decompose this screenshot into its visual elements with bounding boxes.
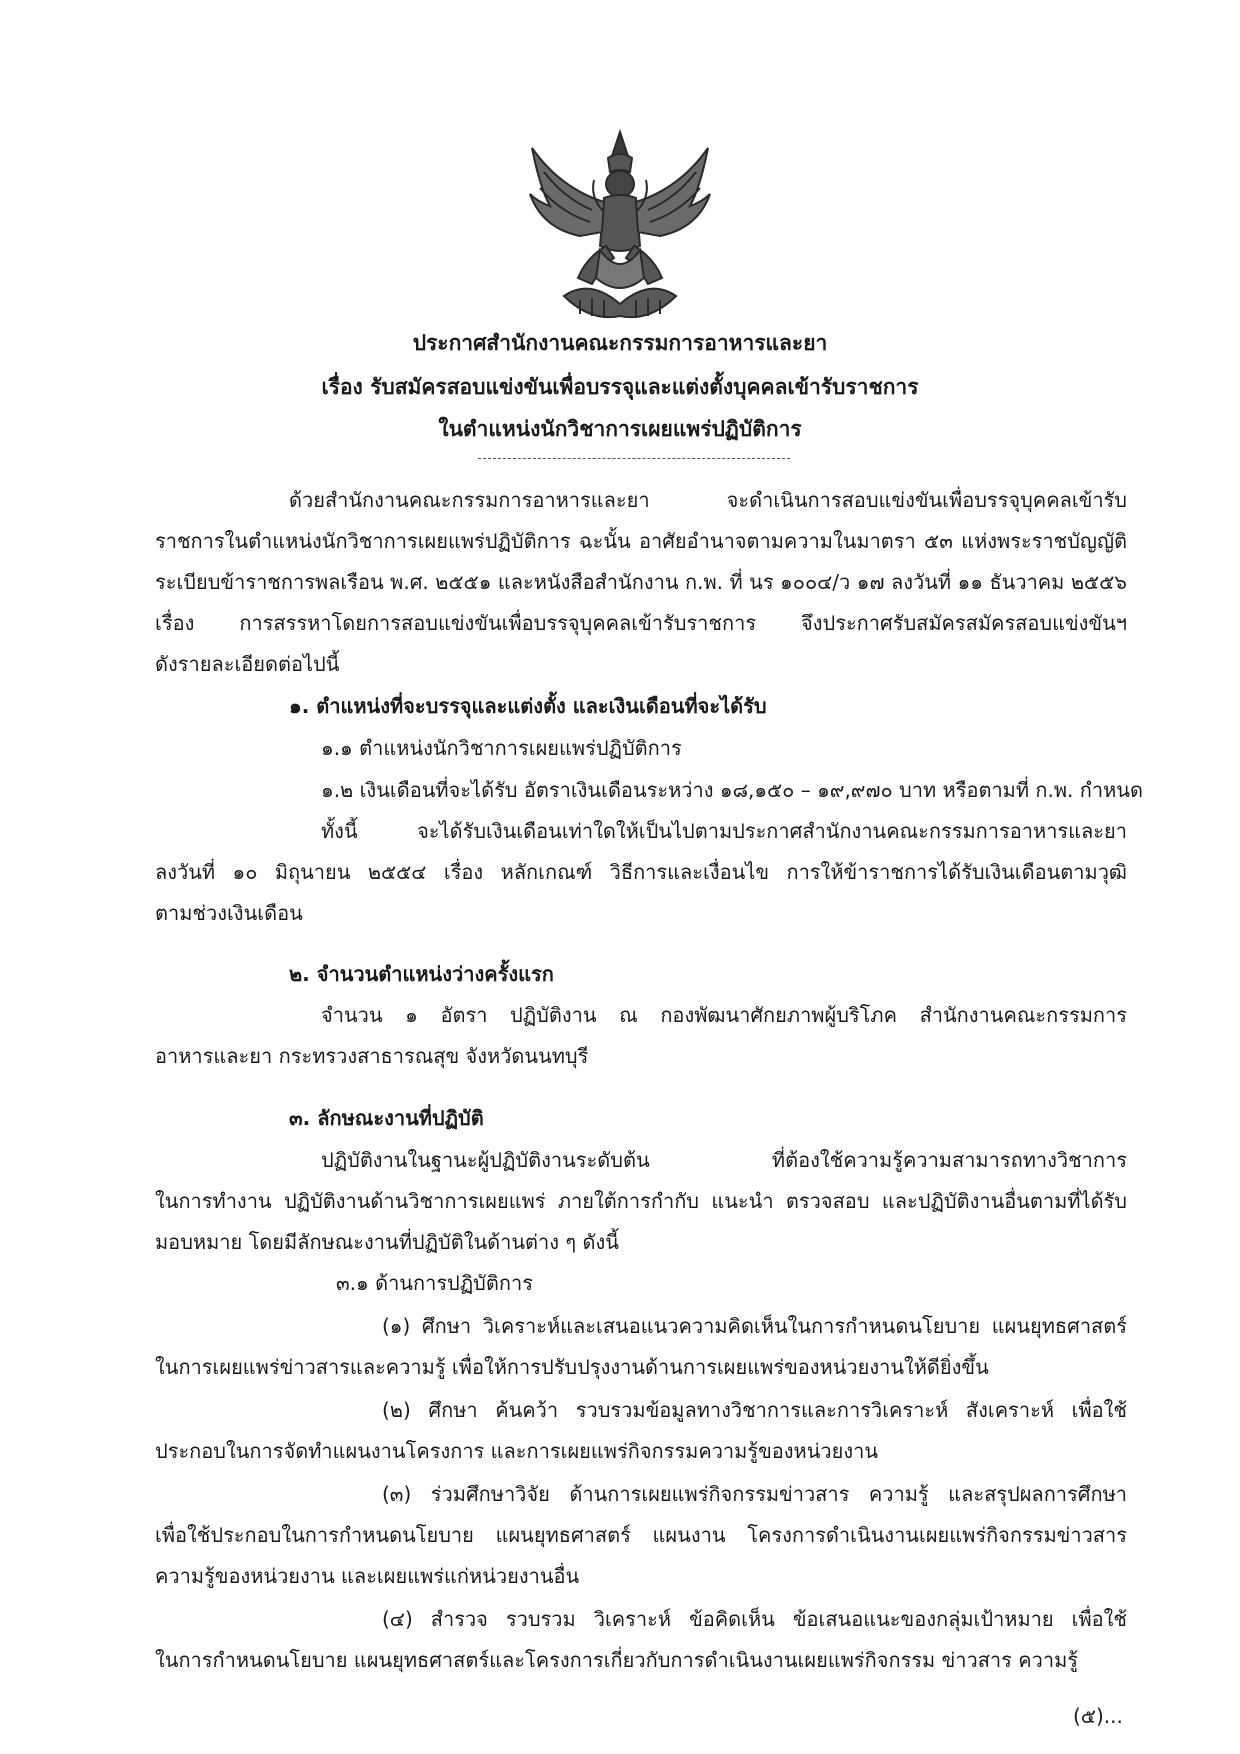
section-3-heading: ๓. ลักษณะงานที่ปฏิบัติ	[289, 1106, 484, 1130]
section-1-note-line-1: ทั้งนี้ จะได้รับเงินเดือนเท่าใดให้เป็นไปตามประกาศสำนักงานคณะกรรมการอาหารและยา	[321, 819, 1127, 843]
section-3-body-line-3: มอบหมาย โดยมีลักษณะงานที่ปฏิบัติในด้านต่าง ๆ ดังนี้	[155, 1230, 619, 1254]
section-3-sub-heading: ๓.๑ ด้านการปฏิบัติการ	[336, 1271, 533, 1295]
intro-line-3: ระเบียบข้าราชการพลเรือน พ.ศ. ๒๕๕๑ และหนังสือสำนักงาน ก.พ. ที่ นร ๑๐๐๔/ว ๑๗ ลงวันที่ ๑๑ ธันวาคม ๒๕๕๖	[155, 570, 1127, 594]
section-1-item-2: ๑.๒ เงินเดือนที่จะได้รับ อัตราเงินเดือนระหว่าง ๑๘,๑๕๐ – ๑๙,๙๗๐ บาท หรือตามที่ ก.พ. กำหนด	[321, 778, 1143, 802]
item-2-line-2: ประกอบในการจัดทำแผนงานโครงการ และการเผยแพร่กิจกรรมความรู้ของหน่วยงาน	[155, 1439, 879, 1463]
garuda-emblem-icon	[520, 128, 720, 323]
intro-line-4: เรื่อง การสรรหาโดยการสอบแข่งขันเพื่อบรรจุบุคคลเข้ารับราชการ จึงประกาศรับสมัครสมัครสอบแข่งขันฯ	[155, 611, 1127, 635]
title-line-2: เรื่อง รับสมัครสอบแข่งขันเพื่อบรรจุและแต่งตั้งบุคคลเข้ารับราชการ	[321, 375, 919, 399]
section-2-body-line-1: จำนวน ๑ อัตรา ปฏิบัติงาน ณ กองพัฒนาศักยภาพผู้บริโภค สำนักงานคณะกรรมการ	[321, 1003, 1127, 1027]
section-1-note-line-3: ตามช่วงเงินเดือน	[155, 901, 303, 925]
section-3-body-line-1: ปฏิบัติงานในฐานะผู้ปฏิบัติงานระดับต้น ที่ต้องใช้ความรู้ความสามารถทางวิชาการ	[321, 1148, 1127, 1172]
section-1-item-1: ๑.๑ ตำแหน่งนักวิชาการเผยแพร่ปฏิบัติการ	[321, 736, 682, 760]
title-line-1: ประกาศสำนักงานคณะกรรมการอาหารและยา	[412, 331, 828, 355]
item-3-line-1: (๓) ร่วมศึกษาวิจัย ด้านการเผยแพร่กิจกรรมข่าวสาร ความรู้ และสรุปผลการศึกษา	[382, 1482, 1127, 1506]
section-1-note-line-2: ลงวันที่ ๑๐ มิถุนายน ๒๕๕๔ เรื่อง หลักเกณฑ์ วิธีการและเงื่อนไข การให้ข้าราชการได้รับเงินเดือนตามวุฒิ	[155, 860, 1127, 884]
intro-line-1: ด้วยสำนักงานคณะกรรมการอาหารและยา จะดำเนินการสอบแข่งขันเพื่อบรรจุบุคคลเข้ารับ	[289, 488, 1127, 512]
section-2-heading: ๒. จำนวนตำแหน่งว่างครั้งแรก	[289, 962, 554, 986]
item-4-line-2: ในการกำหนดนโยบาย แผนยุทธศาสตร์และโครงการเกี่ยวกับการดำเนินงานเผยแพร่กิจกรรม ข่าวสาร ความรู้	[155, 1648, 1079, 1672]
item-3-line-2: เพื่อใช้ประกอบในการกำหนดนโยบาย แผนยุทธศาสตร์ แผนงาน โครงการดำเนินงานเผยแพร่กิจกรรมข่าวสาร	[155, 1523, 1127, 1547]
item-4-line-1: (๔) สำรวจ รวบรวม วิเคราะห์ ข้อคิดเห็น ข้อเสนอแนะของกลุ่มเป้าหมาย เพื่อใช้	[382, 1607, 1127, 1631]
title-line-3: ในตำแหน่งนักวิชาการเผยแพร่ปฏิบัติการ	[438, 417, 802, 441]
continuation-marker: (๕)...	[1073, 1704, 1123, 1728]
item-1-line-2: ในการเผยแพร่ข่าวสารและความรู้ เพื่อให้การปรับปรุงงานด้านการเผยแพร่ของหน่วยงานให้ดียิ่งขึ้น	[155, 1355, 989, 1379]
title-divider	[478, 458, 790, 459]
section-2-body-line-2: อาหารและยา กระทรวงสาธารณสุข จังหวัดนนทบุรี	[155, 1044, 589, 1068]
intro-line-5: ดังรายละเอียดต่อไปนี้	[155, 652, 340, 676]
intro-line-2: ราชการในตำแหน่งนักวิชาการเผยแพร่ปฏิบัติการ ฉะนั้น อาศัยอำนาจตามความในมาตรา ๕๓ แห่งพระราชบัญญัติ	[155, 529, 1127, 553]
section-1-heading: ๑. ตำแหน่งที่จะบรรจุและแต่งตั้ง และเงินเดือนที่จะได้รับ	[289, 694, 767, 718]
item-1-line-1: (๑) ศึกษา วิเคราะห์และเสนอแนวความคิดเห็นในการกำหนดนโยบาย แผนยุทธศาสตร์	[382, 1314, 1127, 1338]
item-2-line-1: (๒) ศึกษา ค้นคว้า รวบรวมข้อมูลทางวิชาการและการวิเคราะห์ สังเคราะห์ เพื่อใช้	[382, 1398, 1127, 1422]
section-3-body-line-2: ในการทำงาน ปฏิบัติงานด้านวิชาการเผยแพร่ ภายใต้การกำกับ แนะนำ ตรวจสอบ และปฏิบัติงานอื่นตามที่ได้รับ	[155, 1189, 1127, 1213]
item-3-line-3: ความรู้ของหน่วยงาน และเผยแพร่แก่หน่วยงานอื่น	[155, 1564, 580, 1588]
